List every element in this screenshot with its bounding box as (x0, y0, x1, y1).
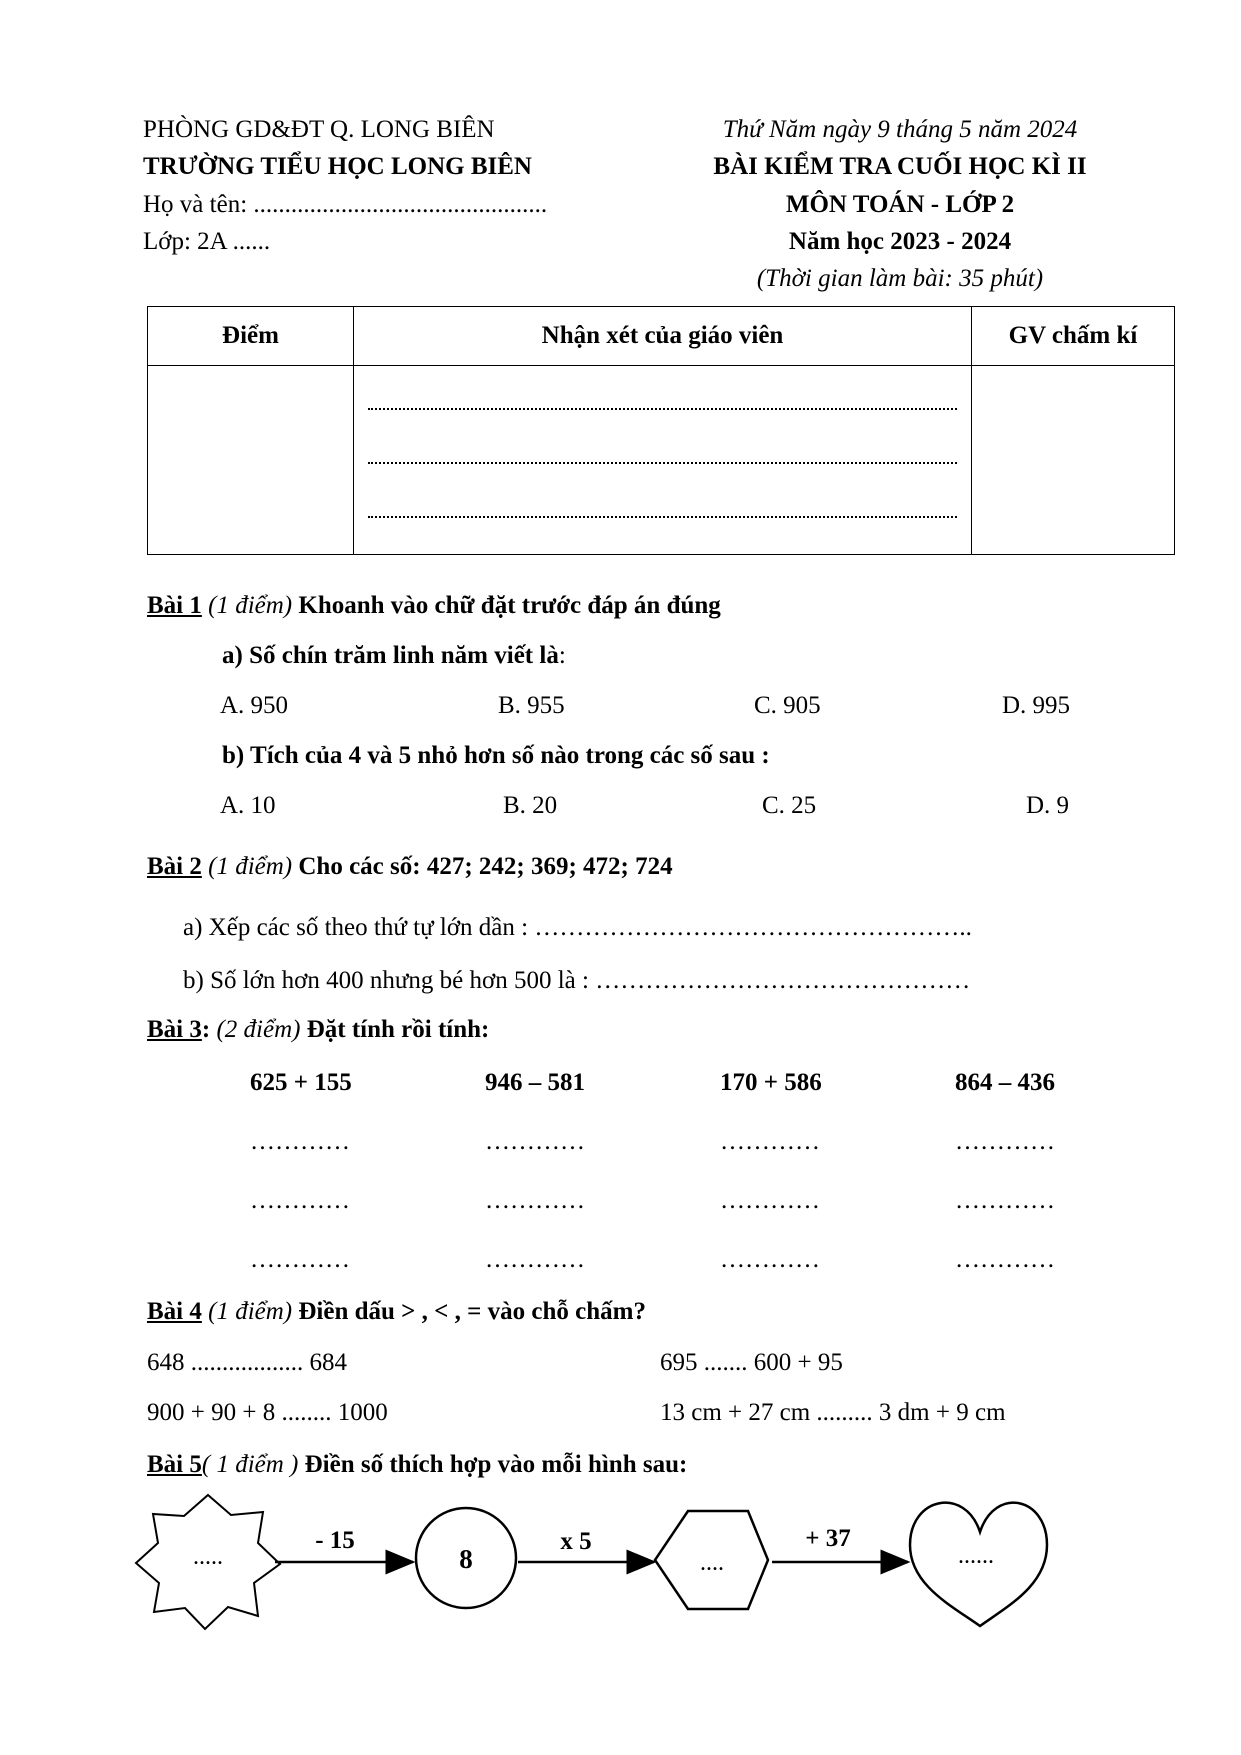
q1a-option-d[interactable]: D. 995 (1002, 692, 1071, 719)
q1b-option-d[interactable]: D. 9 (1026, 792, 1070, 819)
circle-value: 8 (459, 1544, 473, 1574)
q3-points: (2 điểm) (216, 1016, 301, 1043)
q1b-option-c[interactable]: C. 25 (762, 792, 817, 819)
q3-work-line[interactable]: ………… (720, 1128, 820, 1155)
score-header: Điểm (148, 307, 354, 366)
q1b-prompt: b) Tích của 4 và 5 nhỏ hơn số nào trong các số sau : (222, 742, 770, 769)
q3-work-line[interactable]: ………… (955, 1128, 1055, 1155)
heart-value: ...... (958, 1543, 994, 1569)
q5-title: Điền số thích hợp vào mỗi hình sau: (304, 1451, 688, 1478)
class-field[interactable]: Lớp: 2A ...... (143, 228, 271, 255)
q5-label: Bài 5 (147, 1451, 202, 1478)
q3-heading: Bài 3: (2 điểm) Đặt tính rồi tính: (147, 1016, 490, 1043)
q2-title: Cho các số: 427; 242; 369; 472; 724 (298, 853, 673, 880)
q4-points: (1 điểm) (208, 1298, 293, 1325)
q4-title: Điền dấu > , < , = vào chỗ chấm? (298, 1298, 646, 1325)
q4-item-1[interactable]: 648 .................. 684 (147, 1349, 347, 1376)
op-2-label: x 5 (560, 1528, 592, 1555)
q3-work-line[interactable]: ………… (955, 1246, 1055, 1273)
q1-label: Bài 1 (147, 592, 202, 619)
department-name: PHÒNG GD&ĐT Q. LONG BIÊN (143, 116, 495, 143)
q1a-option-b[interactable]: B. 955 (498, 692, 565, 719)
q3-work-line[interactable]: ………… (485, 1187, 585, 1214)
time-allowed: (Thời gian làm bài: 35 phút) (756, 265, 1044, 292)
exam-subject: MÔN TOÁN - LỚP 2 (785, 191, 1015, 218)
q3-work-line[interactable]: ………… (485, 1128, 585, 1155)
q3-expr-1: 625 + 155 (250, 1069, 352, 1096)
school-year: Năm học 2023 - 2024 (788, 228, 1012, 255)
q2a-line[interactable]: a) Xếp các số theo thứ tự lớn dần : …………………………………………….. (183, 914, 972, 941)
star-value: ..... (193, 1544, 223, 1570)
q4-item-2[interactable]: 695 ....... 600 + 95 (660, 1349, 843, 1376)
comment-header: Nhận xét của giáo viên (354, 307, 972, 366)
q2-label: Bài 2 (147, 853, 202, 880)
q1a-option-c[interactable]: C. 905 (754, 692, 821, 719)
q1-title: Khoanh vào chữ đặt trước đáp án đúng (298, 592, 721, 619)
q3-expr-4: 864 – 436 (955, 1069, 1055, 1096)
q3-work-line[interactable]: ………… (250, 1246, 350, 1273)
school-name: TRƯỜNG TIỂU HỌC LONG BIÊN (143, 153, 532, 180)
hexagon-value: .... (700, 1550, 724, 1576)
q4-label: Bài 4 (147, 1298, 202, 1325)
q2-points: (1 điểm) (208, 853, 293, 880)
q1b-option-b[interactable]: B. 20 (503, 792, 558, 819)
q3-expr-2: 946 – 581 (485, 1069, 585, 1096)
q3-work-line[interactable]: ………… (250, 1128, 350, 1155)
signature-header: GV chấm kí (972, 307, 1175, 366)
q3-work-line[interactable]: ………… (955, 1187, 1055, 1214)
q4-item-4[interactable]: 13 cm + 27 cm ......... 3 dm + 9 cm (660, 1399, 1006, 1426)
q1b-option-a[interactable]: A. 10 (220, 792, 276, 819)
q1a-prompt: a) Số chín trăm linh năm viết là: (222, 642, 566, 669)
q5-points: ( 1 điểm ) (201, 1451, 299, 1478)
q3-label: Bài 3 (147, 1016, 202, 1043)
q4-item-3[interactable]: 900 + 90 + 8 ........ 1000 (147, 1399, 388, 1426)
q3-expr-3: 170 + 586 (720, 1069, 822, 1096)
op-3-label: + 37 (805, 1525, 851, 1552)
exam-title: BÀI KIỂM TRA CUỐI HỌC KÌ II (713, 153, 1087, 180)
q3-work-line[interactable]: ………… (485, 1246, 585, 1273)
exam-date: Thứ Năm ngày 9 tháng 5 năm 2024 (722, 116, 1078, 143)
q2b-line[interactable]: b) Số lớn hơn 400 nhưng bé hơn 500 là : ……………………………………… (183, 967, 971, 994)
q3-work-line[interactable]: ………… (250, 1187, 350, 1214)
q3-work-line[interactable]: ………… (720, 1246, 820, 1273)
q1a-option-a[interactable]: A. 950 (220, 692, 289, 719)
op-1-label: - 15 (315, 1527, 355, 1554)
q1-points: (1 điểm) (208, 592, 293, 619)
q3-work-line[interactable]: ………… (720, 1187, 820, 1214)
q3-title: Đặt tính rồi tính: (306, 1016, 490, 1043)
student-name-field[interactable]: Họ và tên: ............................................... (143, 191, 548, 218)
